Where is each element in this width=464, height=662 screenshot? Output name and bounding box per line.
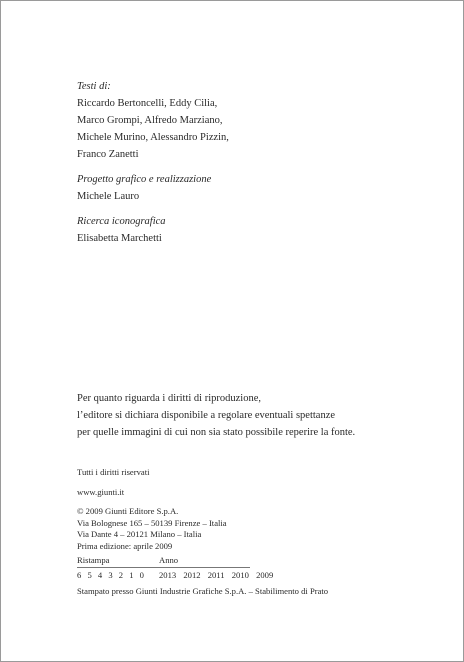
testi-line: Marco Grompi, Alfredo Marziano, bbox=[77, 115, 223, 126]
testi-line: Franco Zanetti bbox=[77, 149, 139, 160]
rights-line: Per quanto riguarda i diritti di riproduzione, bbox=[77, 393, 261, 404]
divider bbox=[77, 567, 250, 568]
ricerca-name: Elisabetta Marchetti bbox=[77, 233, 162, 244]
address-line: Via Dante 4 – 20121 Milano – Italia bbox=[77, 529, 202, 539]
address-line: Via Bolognese 165 – 50139 Firenze – Italia bbox=[77, 517, 227, 528]
anno-value: 2011 bbox=[207, 570, 225, 580]
anno-value: 2013 bbox=[159, 570, 177, 580]
ricerca-label: Ricerca iconografica bbox=[77, 216, 166, 227]
rights-notice bbox=[77, 390, 355, 441]
rights-line: per quelle immagini di cui non sia stato possibile reperire la fonte. bbox=[77, 427, 356, 438]
testi-line: Riccardo Bertoncelli, Eddy Cilia, bbox=[77, 98, 218, 109]
progetto-label: Progetto grafico e realizzazione bbox=[77, 174, 212, 185]
edition-line: Prima edizione: aprile 2009 bbox=[77, 540, 173, 551]
anno-values bbox=[159, 570, 278, 580]
credits-block bbox=[77, 78, 229, 247]
publisher-info bbox=[77, 506, 227, 552]
anno-value: 2010 bbox=[231, 570, 249, 580]
ristampa-digits: 6 5 4 3 2 1 0 bbox=[77, 570, 146, 580]
anno-value: 2009 bbox=[256, 570, 274, 580]
testi-line: Michele Murino, Alessandro Pizzin, bbox=[77, 132, 229, 143]
anno-label: Anno bbox=[159, 555, 179, 565]
reprint-header-row bbox=[77, 555, 278, 565]
copyright-line: © 2009 Giunti Editore S.p.A. bbox=[77, 506, 179, 516]
reprint-values-row bbox=[77, 570, 278, 580]
anno-value: 2012 bbox=[183, 570, 201, 580]
ristampa-label: Ristampa bbox=[77, 555, 110, 565]
rights-line: l’editore si dichiara disponibile a regolare eventuali spettanze bbox=[77, 410, 336, 421]
printer-line: Stampato presso Giunti Industrie Grafiche S.p.A. – Stabilimento di Prato bbox=[77, 586, 329, 596]
spacer bbox=[77, 205, 229, 213]
reprint-table bbox=[77, 555, 278, 580]
testi-label: Testi di: bbox=[77, 81, 111, 92]
spacer bbox=[77, 163, 229, 171]
website-link[interactable]: www.giunti.it bbox=[77, 487, 125, 497]
reserved-rights: Tutti i diritti riservati bbox=[77, 467, 150, 477]
progetto-name: Michele Lauro bbox=[77, 191, 140, 202]
